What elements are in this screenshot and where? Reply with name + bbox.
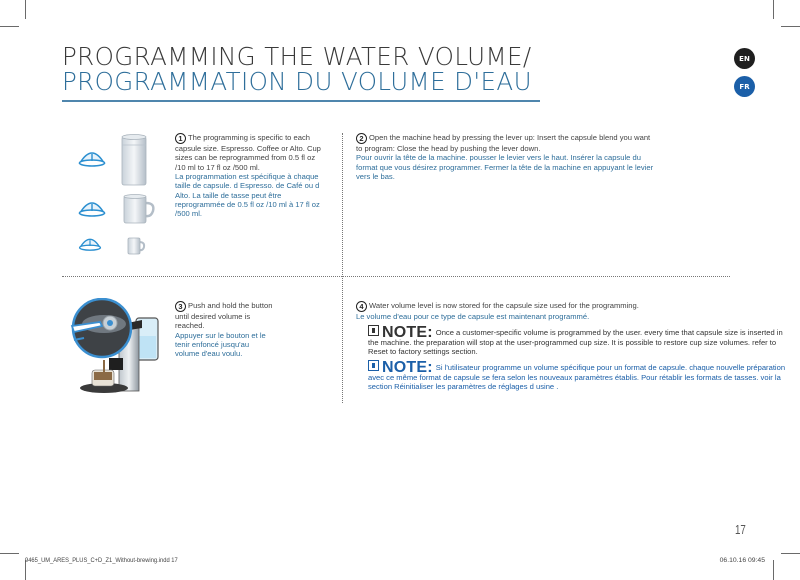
step-4-text-en: Water volume level is now stored for the capsule size used for the programming. xyxy=(369,301,639,310)
note-fr-text: Si l'utilisateur programme un volume spécifique pour un format de capsule. chaque nouvelle préparation avec ce même format de capsule se fera selon les nouveaux paramètres établis. Pour rétablir les formats de tasses. voir la section Réinitialiser les paramètres de réglages d usine . xyxy=(368,363,786,391)
crop-mark xyxy=(0,26,19,27)
vertical-divider xyxy=(342,133,343,403)
step-4 xyxy=(356,301,788,391)
footer-filename: 9465_UM_ARES_PLUS_C+D_Z1_Without-brewing.indd 17 xyxy=(25,557,178,564)
crop-mark xyxy=(781,553,800,554)
note-en-text: Once a customer-specific volume is programmed by the user. every time that capsule size is inserted in the machine. the preparation will stop at the user-programmed cup size. It is possible to restore cup size volumes. refer to Reset to factory settings section. xyxy=(368,328,783,357)
footer-datetime: 06.10.16 09:45 xyxy=(719,557,765,564)
info-icon xyxy=(368,325,379,336)
step-2-text-en: Open the machine head by pressing the lever up: Insert the capsule blend you want to program: Close the head by pushing the lever down. xyxy=(356,133,651,154)
step-number-1: 1 xyxy=(175,133,186,144)
crop-mark xyxy=(773,560,774,580)
horizontal-divider xyxy=(62,276,730,277)
coffee-machine-illustration xyxy=(64,298,176,398)
crop-mark xyxy=(773,0,774,19)
note-fr xyxy=(368,360,788,391)
note-en-label: NOTE: xyxy=(382,324,433,342)
step-1 xyxy=(175,133,325,219)
title-fr: PROGRAMMATION DU VOLUME D'EAU xyxy=(62,67,532,96)
alto-capsule-icon xyxy=(78,149,106,167)
coffee-capsule-icon xyxy=(78,199,106,217)
info-icon xyxy=(368,360,379,371)
crop-mark xyxy=(0,553,19,554)
title-underline xyxy=(62,100,540,102)
page-number: 17 xyxy=(735,522,746,537)
step-3 xyxy=(175,301,275,359)
title-en: PROGRAMMING THE WATER VOLUME/ xyxy=(62,42,532,71)
step-number-3: 3 xyxy=(175,301,186,312)
note-fr-label: NOTE: xyxy=(382,359,433,377)
language-badge-fr[interactable]: FR xyxy=(734,76,755,97)
step-number-4: 4 xyxy=(356,301,367,312)
mug-icon xyxy=(122,193,156,225)
language-badge-en[interactable]: EN xyxy=(734,48,755,69)
crop-mark xyxy=(25,0,26,19)
step-1-text-fr: La programmation est spécifique à chaque taille de capsule. d Espresso. de Café ou d Alto. La taille de tasse peut être reprogrammée de 0.5 fl oz /10 ml à 17 fl oz /500 ml. xyxy=(175,172,320,219)
tall-glass-icon xyxy=(120,133,148,187)
note-en xyxy=(368,325,788,356)
step-4-text-fr: Le volume d'eau pour ce type de capsule est maintenant programmé. xyxy=(356,312,590,322)
small-cup-icon xyxy=(126,236,146,256)
step-2-text-fr: Pour ouvrir la tête de la machine. pousser le levier vers le haut. Insérer la capsule du format que vous désirez programmer. Fermer la tête de la machine en appuyant le levier vers le bas. xyxy=(356,153,654,182)
step-1-text-en: The programming is specific to each capsule size. Espresso. Coffee or Alto. Cup sizes can be reprogrammed from 0.5 fl oz /10 ml to 17 fl oz /500 ml. xyxy=(175,133,321,172)
page-title xyxy=(62,44,532,94)
step-3-text-fr: Appuyer sur le bouton et le tenir enfoncé jusqu'au volume d'eau voulu. xyxy=(175,330,266,359)
espresso-capsule-icon xyxy=(78,236,102,251)
crop-mark xyxy=(781,26,800,27)
step-number-2: 2 xyxy=(356,133,367,144)
step-2 xyxy=(356,133,656,181)
step-3-text-en: Push and hold the button until desired volume is reached. xyxy=(175,301,273,331)
